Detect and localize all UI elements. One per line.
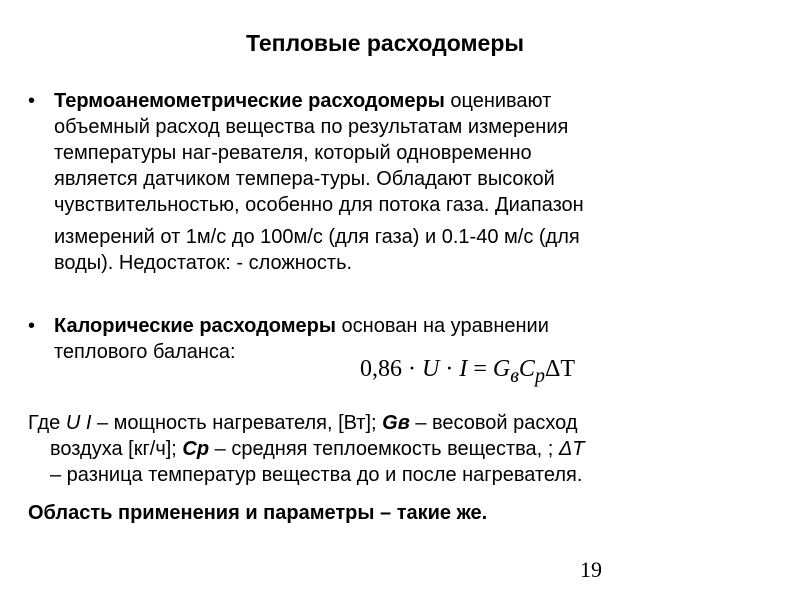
bullet-line: оценивают (444, 90, 552, 112)
def-var: Gв (382, 412, 410, 434)
formula-u: U (422, 356, 440, 382)
formula-equals: = (467, 356, 493, 382)
bullet-text (54, 88, 784, 276)
bullet-line: температуры наг-ревателя, который одновременно (54, 142, 532, 164)
formula-c: C (518, 356, 535, 382)
def-text: воздуха [кг/ч]; (50, 438, 183, 460)
formula-coefficient: 0,86 (360, 356, 402, 382)
formula-i: I (459, 356, 468, 382)
slide-title: Тепловые расходомеры (245, 30, 525, 56)
formula-c-sub: p (534, 364, 545, 387)
footer-note: Область применения и параметры – такие же. (28, 502, 488, 524)
bullet-line: воды). Недостаток: - сложность. (54, 252, 353, 274)
bullet-line: объемный расход вещества по результатам измерения (54, 116, 569, 138)
bullet-line: теплового баланса: (54, 341, 236, 363)
bullet-line: основан на уравнении (335, 315, 549, 337)
bullet-line: чувствительностью, особенно для потока газа. Диапазон (54, 194, 584, 216)
def-text: – весовой расход (409, 412, 578, 434)
def-var: ΔT (558, 438, 585, 460)
formula-delta: ΔT (544, 356, 576, 382)
bullet-dot-icon: • (28, 315, 36, 337)
def-text: – разница температур вещества до и после нагревателя. (50, 464, 583, 486)
bullet-term: Термоанемометрические расходомеры (54, 90, 445, 112)
heat-balance-formula (360, 356, 575, 388)
def-text: Где (28, 412, 66, 434)
bullet-term: Калорические расходомеры (54, 315, 336, 337)
bullet-line: является датчиком темпера-туры. Обладают высокой (54, 168, 555, 190)
bullet-line: измерений от 1м/с до 100м/с (для газа) и 0.1-40 м/с (для (54, 226, 580, 248)
variable-definitions (28, 410, 788, 488)
page-number: 19 (580, 557, 602, 582)
def-text: – средняя теплоемкость вещества, ; (209, 438, 559, 460)
formula-g-sub: в (510, 364, 519, 387)
def-text: – мощность нагревателя, [Вт]; (91, 412, 383, 434)
bullet-dot-icon: • (28, 90, 36, 112)
def-var: Cp (182, 438, 210, 460)
def-var: U I (65, 412, 92, 434)
formula-dot: · (439, 356, 460, 382)
formula-g: G (492, 356, 511, 382)
formula-dot: · (402, 356, 422, 382)
